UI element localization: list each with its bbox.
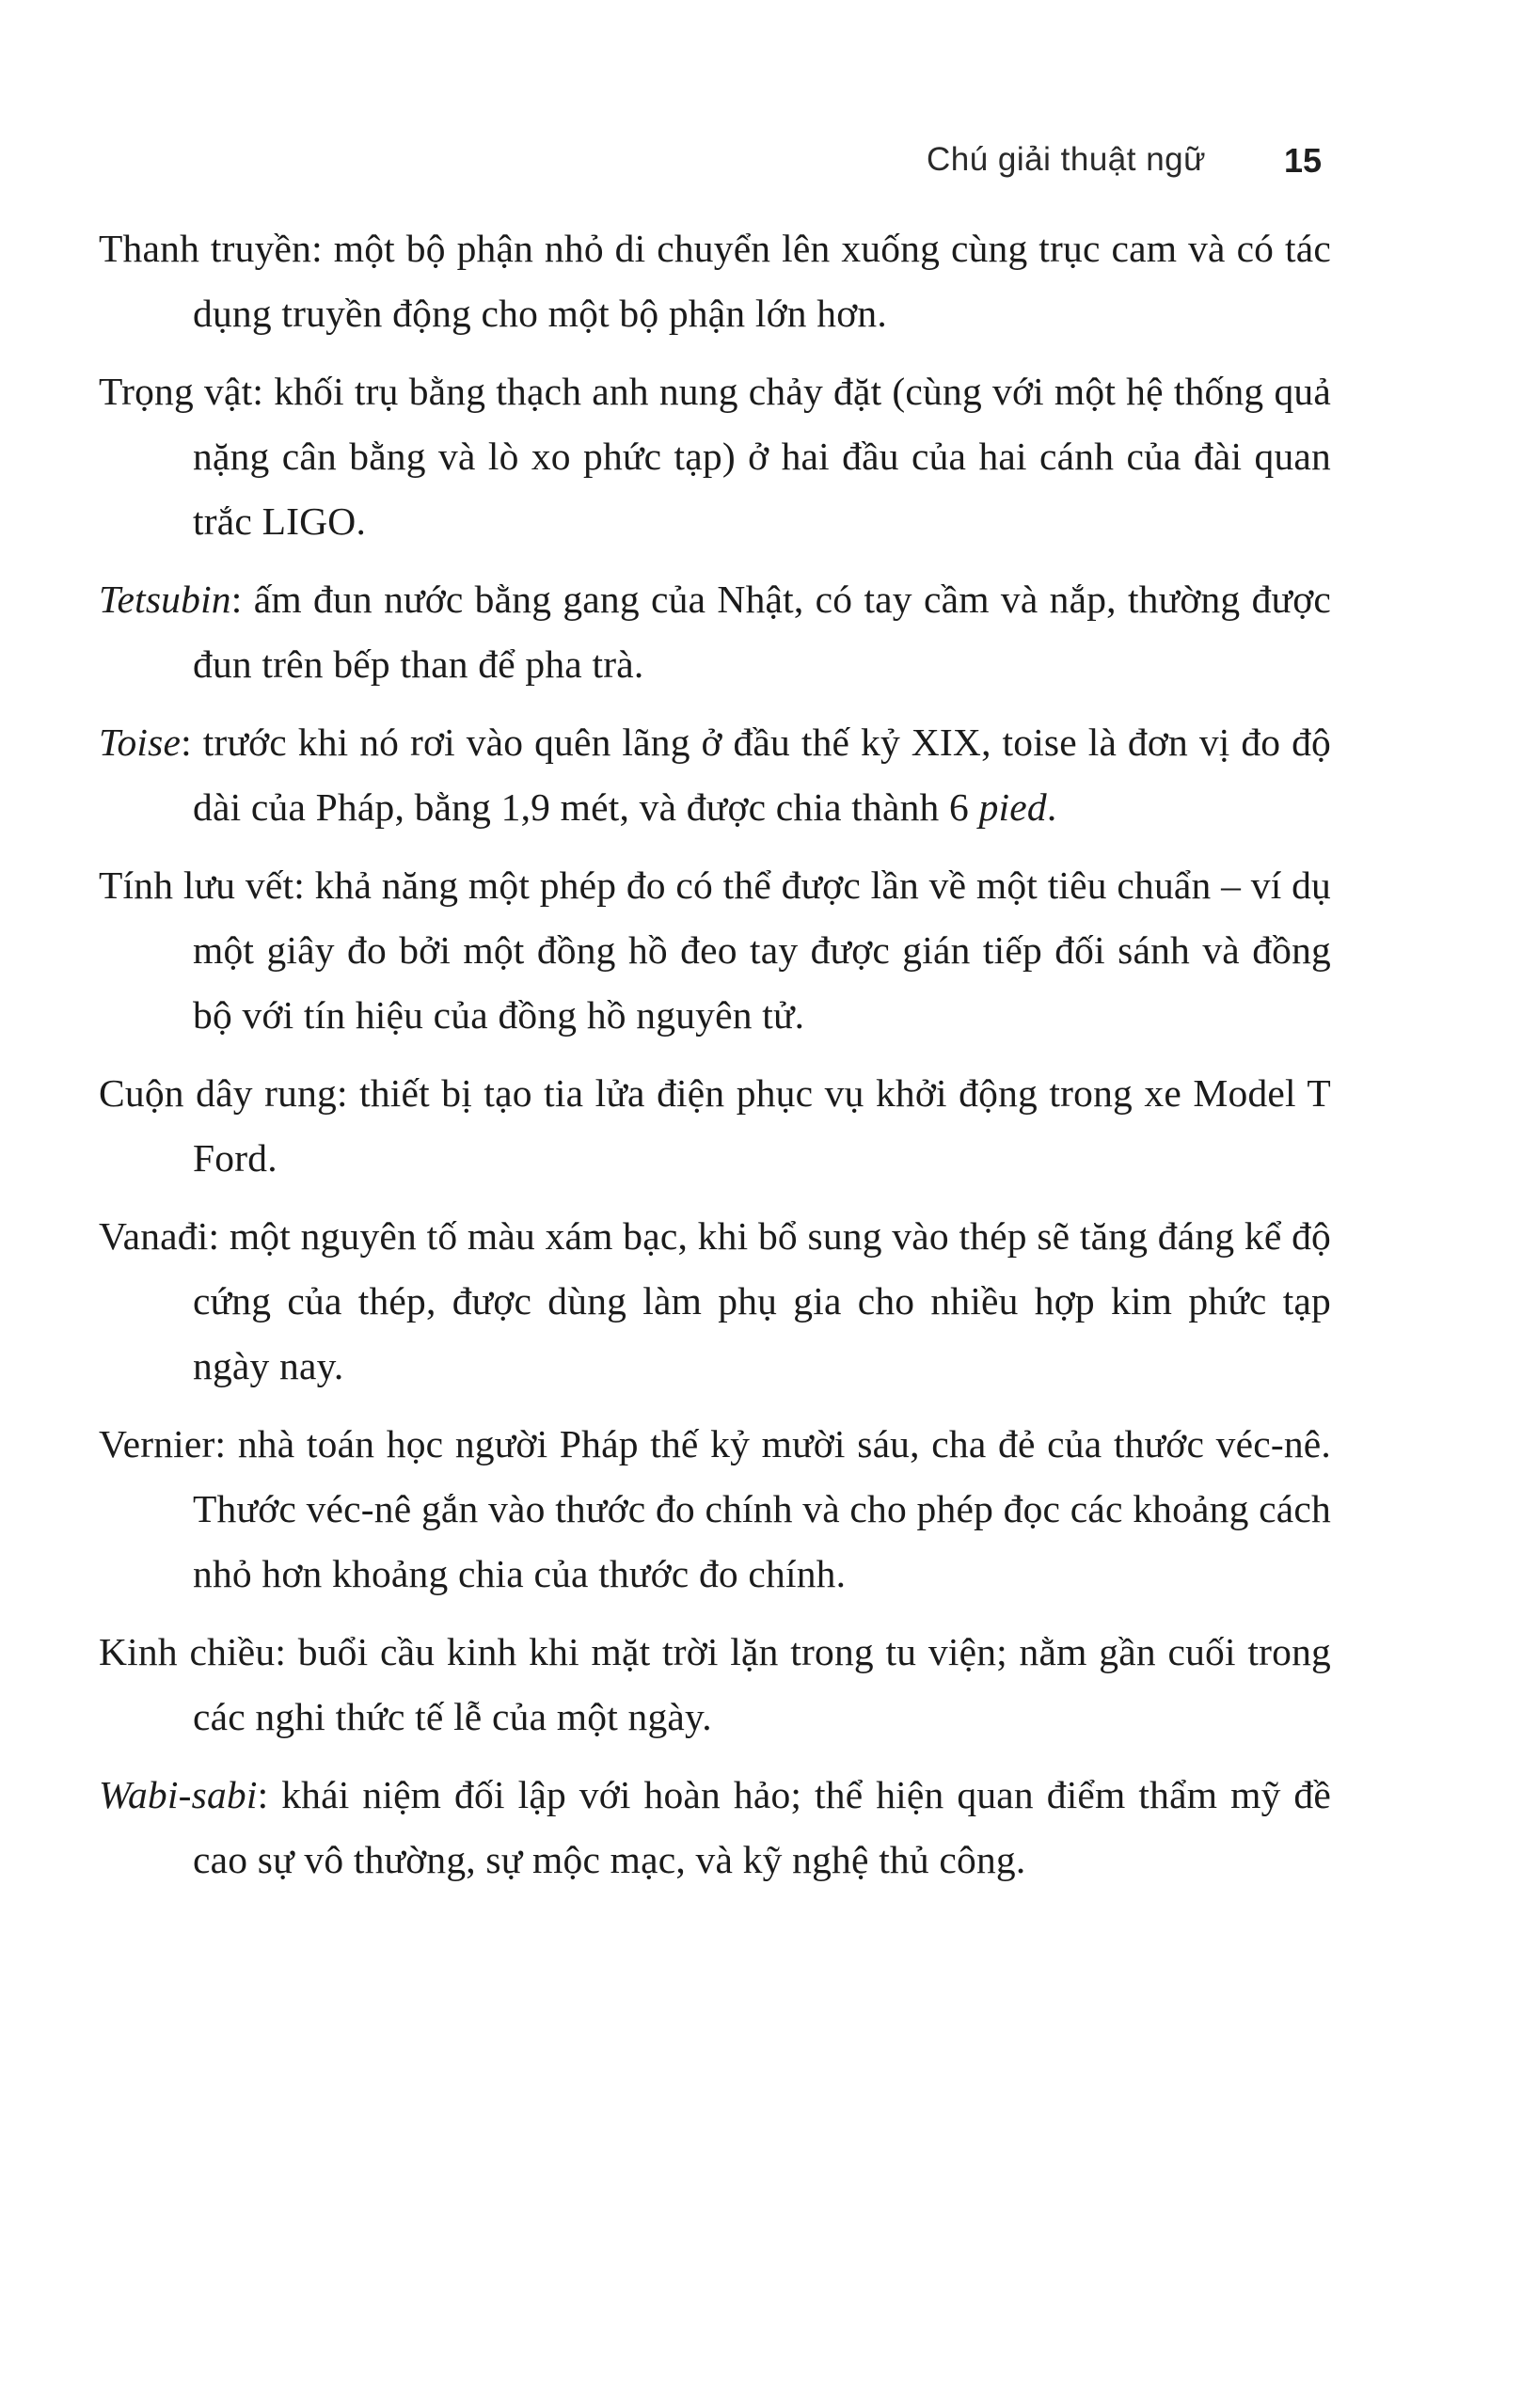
glossary-definition: khả năng một phép đo có thể được lần về một tiêu chuẩn – ví dụ một giây đo bởi một đồng hồ đeo tay được gián tiếp đối sánh và đồng bộ với tín hiệu của đồng hồ nguyên tử. [193, 863, 1331, 1037]
glossary-definition: ấm đun nước bằng gang của Nhật, có tay cầm và nắp, thường được đun trên bếp than để pha trà. [193, 578, 1331, 686]
glossary-definition: nhà toán học người Pháp thế kỷ mười sáu, cha đẻ của thước véc-nê. Thước véc-nê gắn vào thước đo chính và cho phép đọc các khoảng cách nhỏ hơn khoảng chia của thước đo chính. [193, 1422, 1332, 1595]
glossary-definition: một nguyên tố màu xám bạc, khi bổ sung vào thép sẽ tăng đáng kể độ cứng của thép, được dùng làm phụ gia cho nhiều hợp kim phức tạp ngày nay. [193, 1214, 1332, 1387]
term-separator: : [311, 227, 334, 270]
term-separator: : [252, 370, 275, 413]
glossary-entry [99, 853, 1331, 1048]
glossary-term: Wabi-sabi [99, 1773, 258, 1816]
glossary-definition: một bộ phận nhỏ di chuyển lên xuống cùng trục cam và có tác dụng truyền động cho một bộ phận lớn hơn. [193, 227, 1331, 335]
glossary-term: Kinh chiều [99, 1630, 276, 1673]
glossary-definition: trước khi nó rơi vào quên lãng ở đầu thế kỷ XIX, toise là đơn vị đo độ dài của Pháp, bằng 1,9 mét, và được chia thành 6 [193, 721, 1331, 829]
glossary-term: Thanh truyền [99, 227, 312, 270]
term-separator: : [214, 1422, 238, 1465]
term-separator: : [336, 1071, 360, 1115]
glossary-definition: thiết bị tạo tia lửa điện phục vụ khởi động trong xe Model T Ford. [193, 1071, 1331, 1180]
glossary-definition: khái niệm đối lập với hoàn hảo; thể hiện quan điểm thẩm mỹ đề cao sự vô thường, sự mộc mạc, và kỹ nghệ thủ công. [193, 1773, 1331, 1881]
glossary-entry [99, 1412, 1331, 1607]
glossary-term: Vernier [99, 1422, 215, 1465]
glossary-term: Trọng vật [99, 370, 253, 413]
term-separator: : [275, 1630, 298, 1673]
glossary-definition-end: . [1046, 785, 1057, 829]
glossary-entry [99, 1763, 1331, 1893]
term-separator: : [181, 721, 203, 764]
term-separator: : [230, 578, 254, 621]
glossary-entry [99, 710, 1331, 840]
glossary-entry [99, 359, 1331, 554]
glossary-entry [99, 1204, 1331, 1399]
glossary-term: Cuộn dây rung [99, 1071, 337, 1115]
glossary-entry [99, 1061, 1331, 1191]
running-header [927, 141, 1322, 198]
glossary-definition: buổi cầu kinh khi mặt trời lặn trong tu viện; nằm gần cuối trong các nghi thức tế lễ của một ngày. [193, 1630, 1332, 1738]
glossary-term: Toise [99, 721, 182, 764]
page-number: 15 [1283, 141, 1322, 180]
glossary-term: Vanađi [99, 1214, 209, 1258]
term-separator: : [257, 1773, 282, 1816]
glossary-entry [99, 1620, 1331, 1750]
glossary-term: Tính lưu vết [99, 863, 294, 907]
glossary-term: Tetsubin [99, 578, 231, 621]
glossary-list [99, 216, 1331, 1906]
chapter-title: Chú giải thuật ngữ [927, 141, 1207, 178]
glossary-entry [99, 216, 1331, 346]
term-separator: : [293, 863, 315, 907]
term-separator: : [208, 1214, 230, 1258]
glossary-entry [99, 567, 1331, 697]
glossary-definition-italic: pied [978, 785, 1047, 829]
glossary-definition: khối trụ bằng thạch anh nung chảy đặt (cùng với một hệ thống quả nặng cân bằng và lò xo phức tạp) ở hai đầu của hai cánh của đài quan trắc LIGO. [193, 370, 1332, 543]
